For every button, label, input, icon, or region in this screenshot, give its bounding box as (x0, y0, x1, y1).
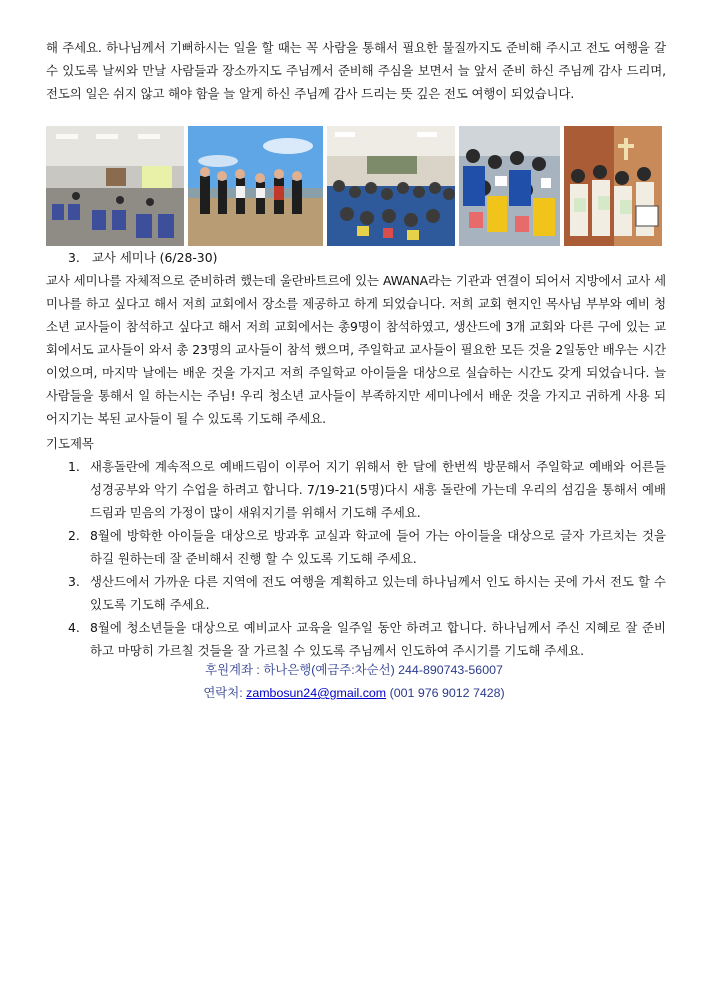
photo-outdoor-group (188, 126, 323, 246)
section-3-title: 교사 세미나 (6/28-30) (91, 250, 218, 265)
intro-text: 해 주세요. 하나님께서 기뻐하시는 일을 할 때는 꼭 사람을 통해서 필요한 물질까지도 준비해 주시고 전도 여행을 갈 수 있도록 날씨와 만날 사람들과 장소까지도 주님께서 준비해 주심을 보면서 늘 앞서 준비 하신 주님께 감사 드리며, 전도의 일은 쉬지 않고 해야 함을 늘 알게 하신 주님께 감사 드리는 뜻 깊은 전도 여행이 되었습니다. (46, 40, 666, 101)
intro-paragraph (46, 36, 666, 105)
contact-label: 연락처: (203, 686, 243, 700)
section-3-heading (68, 246, 217, 269)
prayer-item-number: 3. (68, 574, 80, 589)
prayer-item-text: 새흥돌란에 계속적으로 예배드림이 이루어 지기 위해서 한 달에 한번씩 방문해서 주일학교 예배와 어른들 성경공부와 악기 수업을 하려고 합니다. 7/19-21(5명)다시 새흥 돌란에 가는데 우리의 섬김을 통해서 예배드림과 믿음의 가정이 많이 새워지기를 위해서 기도해 주세요. (90, 459, 666, 520)
donation-account: 후원계좌 : 하나은행(예금주:차순선) 244-890743-56007 (205, 663, 503, 677)
prayer-item-number: 1. (68, 459, 80, 474)
prayer-item (68, 570, 666, 616)
contact-phone: (001 976 9012 7428) (389, 686, 505, 700)
seminar-text: 교사 세미나를 자체적으로 준비하려 했는데 울란바트르에 있는 AWANA라는 기관과 연결이 되어서 지방에서 교사 세미나를 하고 싶다고 해서 저희 교회에서 장소를 제공하고 하게 되었습니다. 저희 교회 현지인 목사님 부부와 예비 청소년 교사들이 참석하고 싶다고 해서 저희 교회에서는 총9명이 참석하였고, 생산드에 3개 교회와 다른 구에 있는 교회에서도 교사들이 와서 총 23명의 교사들이 참석 했으며, 주일학교 교사들이 필요한 모든 것을 2일동안 배우는 시간이었으며, 마지막 날에는 배운 것을 가지고 저희 주일학교 아이들을 대상으로 실습하는 시간도 갖게 되었습니다. 늘 사람들을 통해서 일 하는시는 주님! 우리 청소년 교사들이 부족하지만 세미나에서 배운 것을 가지고 귀하게 사용 되어지기는 복된 교사들이 될 수 있도록 기도해 주세요. (46, 273, 666, 426)
seminar-paragraph (46, 269, 666, 430)
prayer-list (68, 455, 666, 662)
prayer-item-number: 2. (68, 528, 80, 543)
contact-line (0, 683, 708, 701)
prayer-item-text: 8월에 청소년들을 대상으로 예비교사 교육을 일주일 동안 하려고 합니다. 하나님께서 주신 지혜로 잘 준비하고 마땅히 가르칠 것들을 잘 가르칠 수 있도록 주님께서 인도하여 주시기를 기도해 주세요. (90, 620, 666, 658)
photo-worship-hall (46, 126, 184, 246)
prayer-item (68, 524, 666, 570)
photo-group-cross (564, 126, 662, 246)
section-3-number: 3. (68, 250, 80, 265)
photo-children-gathering (327, 126, 455, 246)
prayer-item (68, 455, 666, 524)
prayer-item-number: 4. (68, 620, 80, 635)
photo-strip (46, 126, 662, 246)
prayer-item-text: 생산드에서 가까운 다른 지역에 전도 여행을 계획하고 있는데 하나님께서 인도 하시는 곳에 가서 전도 할 수 있도록 기도해 주세요. (90, 574, 666, 612)
email-link[interactable]: zambosun24@gmail.com (246, 686, 387, 700)
prayer-item-text: 8월에 방학한 아이들을 대상으로 방과후 교실과 학교에 들어 가는 아이들을 대상으로 글자 가르치는 것을 하길 원하는데 잘 준비해서 진행 할 수 있도록 기도해 주세요. (90, 528, 666, 566)
prayer-item (68, 616, 666, 662)
photo-children-books (459, 126, 560, 246)
prayer-title: 기도제목 (46, 436, 94, 451)
